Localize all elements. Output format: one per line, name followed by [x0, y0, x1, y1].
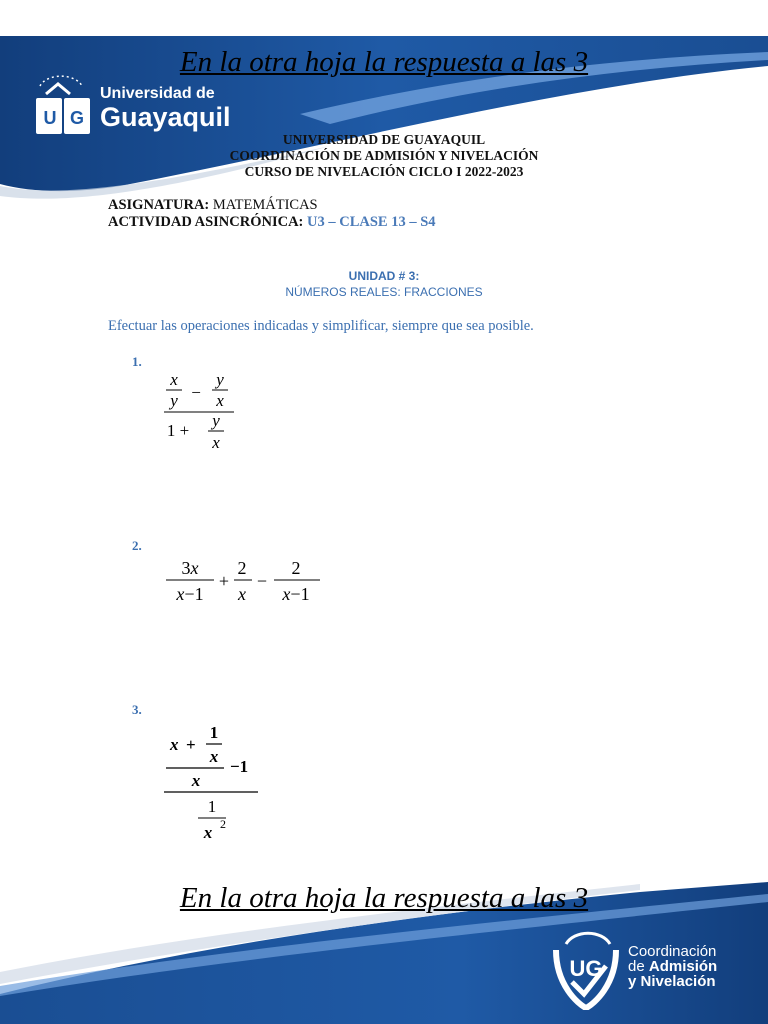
svg-text:x: x — [209, 747, 219, 766]
svg-text:1 +: 1 + — [166, 421, 190, 440]
svg-text:x−1: x−1 — [282, 584, 310, 604]
admission-emblem-icon — [548, 930, 624, 1010]
activity-value: U3 – CLASE 13 – S4 — [307, 214, 436, 230]
instructions: Efectuar las operaciones indicadas y simplificar, siempre que sea posible. — [108, 318, 534, 334]
footer-logo-line-3: y Nivelación — [628, 973, 716, 990]
subject-value: MATEMÁTICAS — [212, 197, 318, 213]
svg-text:−1: −1 — [230, 757, 249, 776]
svg-text:x: x — [170, 735, 179, 754]
svg-text:x: x — [203, 823, 213, 840]
header-coordination: COORDINACIÓN DE ADMISIÓN Y NIVELACIÓN — [229, 148, 539, 163]
document-page — [0, 36, 768, 1024]
svg-text:3x: 3x — [181, 558, 199, 578]
course-meta — [108, 197, 436, 231]
svg-text:y: y — [170, 391, 178, 410]
top-answer-note: En la otra hoja la respuesta a las 3 — [179, 46, 589, 78]
svg-text:x: x — [170, 370, 178, 389]
svg-text:y: y — [216, 370, 224, 389]
svg-text:+: + — [186, 735, 196, 754]
admission-coordination-logo — [548, 930, 738, 1012]
unit-heading — [0, 268, 768, 300]
svg-text:y: y — [212, 411, 220, 430]
svg-text:+: + — [218, 571, 230, 591]
exercise-number-3: 3. — [132, 702, 142, 717]
svg-text:x: x — [191, 771, 201, 790]
header-university: UNIVERSIDAD DE GUAYAQUIL — [282, 132, 486, 147]
header-course: CURSO DE NIVELACIÓN CICLO I 2022-2023 — [244, 164, 524, 179]
footer-logo-line-2b: Admisión — [648, 958, 718, 975]
logo-line-2: Guayaquil — [100, 102, 231, 132]
exercise-number-2: 2. — [132, 538, 142, 553]
footer-logo-line-1: Coordinación — [628, 943, 717, 960]
svg-text:G: G — [69, 108, 85, 128]
svg-text:1: 1 — [209, 723, 219, 742]
svg-text:U: U — [43, 108, 57, 128]
exercise-3-expression — [160, 722, 270, 840]
activity-label: ACTIVIDAD ASINCRÓNICA: — [108, 214, 304, 230]
svg-text:2: 2 — [237, 558, 247, 578]
logo-line-1: Universidad de — [100, 85, 215, 102]
footer-logo-line-2a: de — [628, 958, 649, 975]
svg-text:x: x — [212, 433, 220, 452]
bottom-answer-note: En la otra hoja la respuesta a las 3 — [179, 882, 589, 914]
unit-title: UNIDAD # 3: — [348, 269, 420, 283]
svg-text:x−1: x−1 — [176, 584, 204, 604]
svg-text:−: − — [256, 571, 268, 591]
svg-text:x: x — [216, 391, 224, 410]
svg-text:2: 2 — [291, 558, 301, 578]
exercise-number-1: 1. — [132, 354, 142, 369]
svg-text:−: − — [191, 383, 201, 402]
svg-text:2: 2 — [220, 817, 226, 831]
unit-subtitle: NÚMEROS REALES: FRACCIONES — [285, 285, 483, 299]
document-header — [0, 132, 768, 180]
svg-text:x: x — [238, 584, 246, 604]
subject-label: ASIGNATURA: — [108, 197, 210, 213]
exercise-2-expression — [162, 556, 332, 606]
svg-text:UG: UG — [569, 956, 603, 981]
svg-text:1: 1 — [207, 797, 217, 816]
exercise-1-expression — [160, 370, 250, 454]
